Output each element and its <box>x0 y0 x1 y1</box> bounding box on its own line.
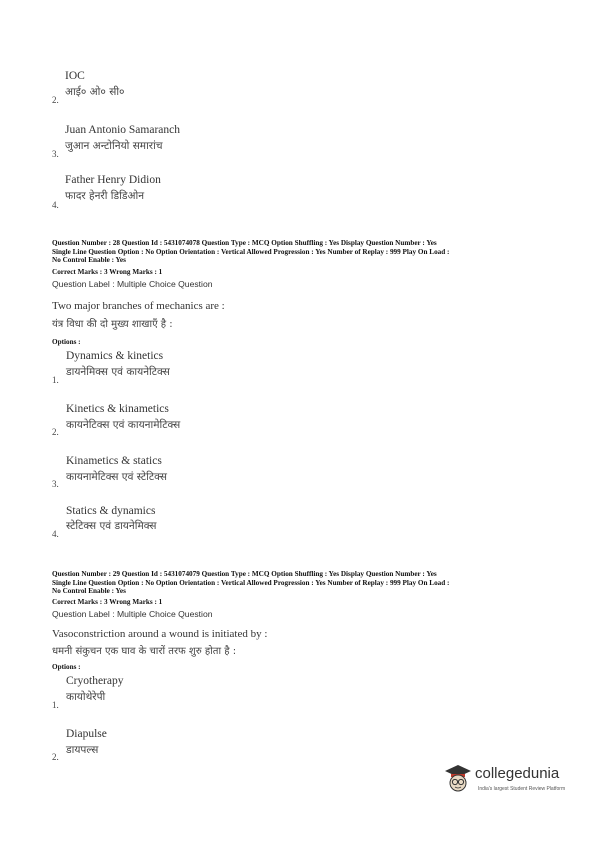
q28-meta-line2: Single Line Question Option : No Option Orientation : Vertical Allowed Progression : Yes Number of Replay : 999 Play On Load : <box>52 247 450 256</box>
q29-question-label: Question Label : Multiple Choice Question <box>52 609 213 619</box>
q29-meta-line1: Question Number : 29 Question Id : 5431074079 Question Type : MCQ Option Shuffling : Yes Display Question Number : Yes <box>52 570 437 578</box>
q28-meta <box>52 239 572 265</box>
prev-option-3-en: Juan Antonio Samaranch <box>65 124 180 136</box>
q29-text-hi: धमनी संकुचन एक घाव के चारों तरफ शुरु होता है : <box>52 646 237 657</box>
mascot-icon <box>442 762 474 794</box>
q29-meta-line3: No Control Enable : Yes <box>52 587 126 596</box>
prev-option-3-num: 3. <box>52 149 59 159</box>
logo-name: collegedunia <box>475 765 560 782</box>
q28-marks: Correct Marks : 3 Wrong Marks : 1 <box>52 268 163 276</box>
q29-meta <box>52 570 572 596</box>
q28-option-4-en: Statics & dynamics <box>66 505 156 517</box>
q28-option-4-hi: स्टेटिक्स एवं डायनेमिक्स <box>66 520 157 532</box>
q28-text-en: Two major branches of mechanics are : <box>52 300 225 312</box>
q29-option-1-en: Cryotherapy <box>66 675 124 687</box>
prev-option-2-num: 2. <box>52 95 59 105</box>
q28-option-3-hi: कायनामेटिक्स एवं स्टेटिक्स <box>66 471 167 483</box>
q29-meta-line2: Single Line Question Option : No Option Orientation : Vertical Allowed Progression : Yes Number of Replay : 999 Play On Load : <box>52 578 450 587</box>
q29-option-1-num: 1. <box>52 700 59 710</box>
q29-option-2-hi: डायपल्स <box>66 744 99 756</box>
q28-option-2-hi: कायनेटिक्स एवं कायनामेटिक्स <box>66 419 181 431</box>
q28-option-4-num: 4. <box>52 529 59 539</box>
q29-option-2-en: Diapulse <box>66 728 107 740</box>
prev-option-3-hi: जुआन अन्टोनियो समारांच <box>65 140 163 152</box>
prev-option-4-num: 4. <box>52 200 59 210</box>
q28-option-1-num: 1. <box>52 375 59 385</box>
q28-question-label: Question Label : Multiple Choice Question <box>52 279 213 289</box>
q28-option-2-num: 2. <box>52 427 59 437</box>
q28-option-3-en: Kinametics & statics <box>66 455 162 467</box>
q28-option-1-hi: डायनेमिक्स एवं कायनेटिक्स <box>66 366 170 378</box>
q29-text-en: Vasoconstriction around a wound is initiated by : <box>52 628 268 640</box>
q29-marks: Correct Marks : 3 Wrong Marks : 1 <box>52 598 163 606</box>
q29-option-1-hi: कायोथेरेपी <box>66 691 106 703</box>
prev-option-2-hi: आई० ओ० सी० <box>65 86 125 98</box>
logo-tagline: India's largest Student Review Platform <box>478 786 566 792</box>
prev-option-4-en: Father Henry Didion <box>65 174 161 186</box>
q28-option-3-num: 3. <box>52 479 59 489</box>
q29-options-label: Options : <box>52 663 81 671</box>
q28-option-1-en: Dynamics & kinetics <box>66 350 164 362</box>
q28-option-2-en: Kinetics & kinametics <box>66 403 169 415</box>
collegedunia-logo <box>440 760 580 800</box>
q28-options-label: Options : <box>52 338 81 346</box>
q29-option-2-num: 2. <box>52 752 59 762</box>
prev-option-4-hi: फादर हेनरी डिडिओन <box>65 190 145 202</box>
q28-meta-line3: No Control Enable : Yes <box>52 256 126 265</box>
prev-option-2-en: IOC <box>65 70 85 82</box>
q28-meta-line1: Question Number : 28 Question Id : 5431074078 Question Type : MCQ Option Shuffling : Yes Display Question Number : Yes <box>52 239 437 247</box>
q28-text-hi: यंत्र विधा की दो मुख्य शाखाएँ है : <box>52 319 173 330</box>
